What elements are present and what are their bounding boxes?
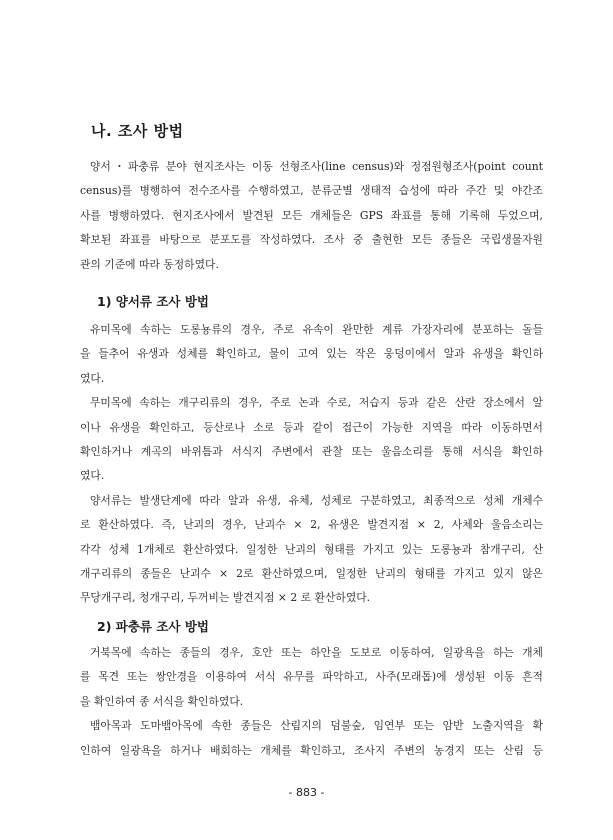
text-line: 확인하거나 계곡의 바위틈과 서식지 주변에서 관찰 또는 울음소리를 통해 서식을 확인하	[80, 444, 543, 458]
text-line: 뱀아목과 도마뱀아목에 속한 종들은 산림지의 덤불숲, 임연부 또는 암반 노출지역을 확	[90, 719, 543, 733]
text-line: 였다.	[80, 469, 105, 483]
text-line: 거북목에 속하는 종들의 경우, 호안 또는 하안을 도보로 이동하여, 일광욕을 하는 개체	[90, 646, 543, 659]
text-line: 유미목에 속하는 도롱뇽류의 경우, 주로 유속이 완만한 계류 가장자리에 분포하는 돌들	[90, 323, 543, 336]
intro-paragraph	[80, 155, 543, 277]
text-line: 사를 병행하였다. 현지조사에서 발견된 모든 개체들은 GPS 좌표를 통해 기록해 두었으며,	[80, 208, 543, 222]
text-line: 양서・파충류 분야 현지조사는 이동 선형조사(line census)와 정점원형조사(point count	[90, 160, 543, 173]
page-number: - 883 -	[288, 786, 325, 799]
text-line: 로 환산하였다. 즉, 난괴의 경우, 난괴수 × 2, 유생은 발견지점 × 2, 사체와 울음소리는	[80, 518, 543, 532]
text-line: 무당개구리, 청개구리, 두꺼비는 발견지점 × 2 로 환산하였다.	[80, 591, 371, 605]
reptile-paragraphs	[80, 641, 543, 763]
text-line: 였다.	[80, 371, 105, 385]
text-line: census)를 병행하여 전수조사를 수행하였고, 분류군별 생태적 습성에 따라 주간 및 야간조	[80, 184, 543, 198]
text-line: 개구리류의 종들은 난괴수 × 2로 환산하였으며, 일정한 난괴의 형태를 가지고 있지 않은	[80, 566, 543, 580]
section-title: 나. 조사 방법	[91, 122, 184, 140]
text-line: 인하여 일광욕을 하거나 배회하는 개체를 확인하고, 조사지 주변의 농경지 또는 산림 등	[80, 743, 543, 757]
text-line: 무미목에 속하는 개구리류의 경우, 주로 논과 수로, 저습지 등과 같은 산란 장소에서 알	[90, 396, 543, 410]
text-line: 을 확인하여 종 서식을 확인하였다.	[80, 694, 244, 708]
amphibian-paragraphs	[80, 318, 543, 611]
text-line: 을 들추어 유생과 성체를 확인하고, 물이 고여 있는 작은 웅덩이에서 알과 유생을 확인하	[80, 347, 543, 361]
text-line: 관의 기준에 따라 동정하였다.	[80, 257, 219, 271]
text-line: 이나 유생을 확인하고, 등산로나 소로 등과 같이 접근이 가능한 지역을 따라 이동하면서	[80, 420, 543, 434]
subsection-title-amphibian: 1) 양서류 조사 방법	[97, 294, 209, 309]
text-line: 각각 성체 1개체로 환산하였다. 일정한 난괴의 형태를 가지고 있는 도롱뇽과 참개구리, 산	[80, 542, 543, 556]
subsection-title-reptile: 2) 파충류 조사 방법	[97, 619, 209, 634]
text-line: 확보된 좌표를 바탕으로 분포도를 작성하였다. 조사 중 출현한 모든 종들은 국립생물자원	[80, 233, 543, 247]
text-line: 양서류는 발생단계에 따라 알과 유생, 유체, 성체로 구분하였고, 최종적으로 성체 개체수	[90, 493, 543, 507]
text-line: 를 목견 또는 쌍안경을 이용하여 서식 유무를 파악하고, 사주(모래톱)에 생성된 이동 흔적	[80, 670, 543, 684]
